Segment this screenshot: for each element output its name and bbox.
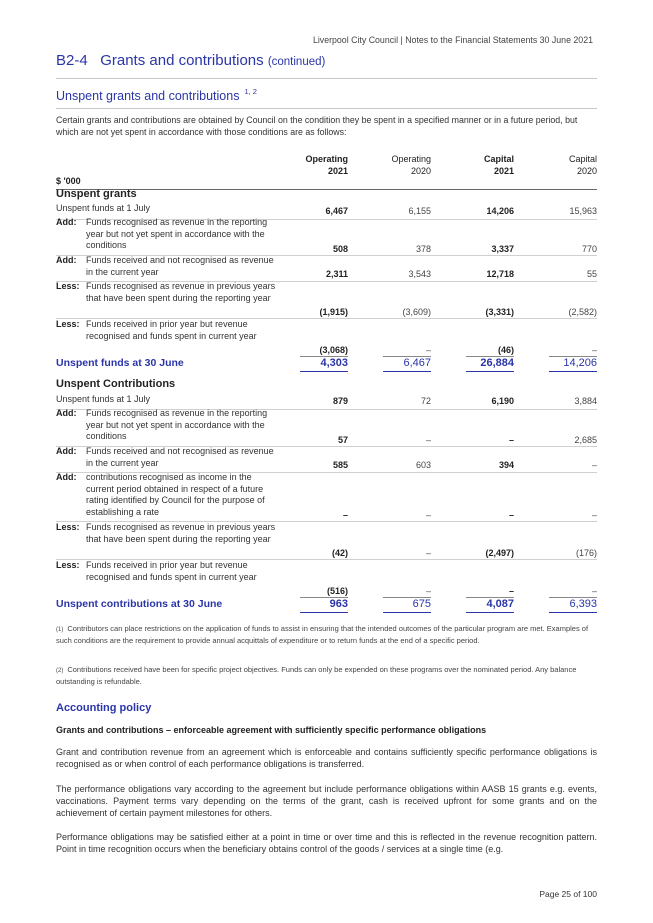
policy-subtitle: Grants and contributions – enforceable agreement with sufficiently specific performance obligations	[56, 725, 487, 735]
group-title-contributions: Unspent Contributions	[56, 378, 176, 390]
table-cell: –	[425, 510, 431, 520]
table-cell: –	[508, 435, 514, 445]
table-cell: 3,337	[491, 244, 514, 254]
total-line	[549, 612, 597, 613]
table-cell: –	[342, 510, 348, 520]
table-cell: 394	[498, 460, 514, 470]
table-cell: –	[591, 586, 597, 596]
table-cell: (42)	[331, 548, 348, 558]
subsection-title: Unspent grants and contributions $^{1, 2}$	[56, 87, 257, 103]
total-line	[300, 371, 348, 372]
total-line	[383, 612, 431, 613]
table-cell: 6,190	[491, 396, 514, 406]
table-cell: (3,068)	[319, 345, 348, 355]
table-cell: (1,915)	[319, 307, 348, 317]
col-header-cap-2021: Capital 2021	[483, 154, 514, 176]
col-header-cap-2020: Capital 2020	[568, 154, 597, 176]
table-row: Add: Funds recognised as revenue in the reporting year but not yet spent in accordance with the conditions	[56, 217, 268, 250]
table-row: Add: Funds received and not recognised as revenue in the current year	[56, 255, 274, 277]
table-cell: 55	[586, 269, 597, 279]
total-label-contributions: Unspent contributions at 30 June	[56, 598, 223, 610]
table-row: Unspent funds at 1 July	[56, 203, 151, 213]
section-code: B2-4	[56, 52, 88, 69]
total-line	[466, 371, 514, 372]
table-row: Less: Funds recognised as revenue in previous years that have been spent during the reporting year	[56, 522, 276, 544]
col-header-op-2021: Operating 2021	[305, 154, 348, 176]
intro-paragraph: Certain grants and contributions are obtained by Council on the condition they be spent in a specified manner or in a future period, but which are not yet spent in accordance with those conditions are as follows:	[56, 115, 578, 137]
total-line	[300, 612, 348, 613]
table-cell: –	[425, 435, 431, 445]
table-cell: –	[425, 548, 431, 558]
table-header-rule	[56, 189, 597, 190]
footnote-1: (1) Contributors can place restrictions on the application of funds to assist in ensuring that the intended outcomes of the particular program are met. Examples of such conditions are the requirement to provide annual acquittals of expenditure or to return funds at the end of a specific period.	[56, 624, 589, 645]
table-row: Less: Funds received in prior year but revenue recognised and funds spent in current year	[56, 560, 257, 582]
table-cell: (3,609)	[402, 307, 431, 317]
total-cell: 26,884	[480, 357, 514, 369]
table-cell: 72	[420, 396, 431, 406]
col-header-op-2020: Operating 2020	[391, 154, 431, 176]
table-cell: 6,155	[408, 206, 431, 216]
section-continued: (continued)	[267, 56, 326, 68]
total-line	[466, 612, 514, 613]
table-cell: 57	[337, 435, 348, 445]
table-row: Less: Funds received in prior year but revenue recognised and funds spent in current year	[56, 319, 257, 341]
table-cell: 3,884	[574, 396, 597, 406]
table-row: Add: Funds recognised as revenue in the reporting year but not yet spent in accordance with the conditions	[56, 408, 268, 441]
footnote-ref: 1, 2	[244, 87, 257, 96]
table-row: Add: contributions recognised as income in the current period obtained in respect of a future rating identified by Council for the purpose of establishing a rate	[56, 472, 265, 517]
section-name: Grants and contributions	[100, 52, 264, 69]
table-cell: (46)	[497, 345, 514, 355]
table-cell: –	[591, 345, 597, 355]
total-cell: 4,303	[320, 357, 348, 369]
table-cell: 879	[332, 396, 348, 406]
table-row: Unspent funds at 1 July	[56, 394, 151, 404]
table-cell: –	[508, 586, 514, 596]
table-cell: 15,963	[569, 206, 597, 216]
section-title	[56, 52, 325, 69]
table-cell: 585	[332, 460, 348, 470]
table-row: Less: Funds recognised as revenue in previous years that have been spent during the reporting year	[56, 281, 276, 303]
total-cell: 4,087	[486, 598, 514, 610]
divider	[56, 78, 597, 79]
table-cell: 603	[415, 460, 431, 470]
table-cell: 6,467	[325, 206, 348, 216]
group-title-grants: Unspent grants	[56, 188, 137, 200]
table-cell: –	[508, 510, 514, 520]
table-cell: (176)	[575, 548, 597, 558]
table-cell: 14,206	[486, 206, 514, 216]
table-cell: (3,331)	[485, 307, 514, 317]
total-cell: 6,393	[569, 598, 597, 610]
policy-paragraph: Grant and contribution revenue from an agreement which is enforceable and contains sufficiently specific performance obligations is recognised as or when control of each performance obligations is transferred.	[56, 747, 597, 769]
table-cell: 508	[332, 244, 348, 254]
table-cell: 2,685	[574, 435, 597, 445]
policy-paragraph: The performance obligations vary according to the agreement but include performance obligations within AASB 15 grants e.g. events, vaccinations. Payment terms vary depending on the terms of the grant, cash is received upfront for some grants and on the achievement of certain payment milestones for others.	[56, 784, 597, 818]
table-cell: 770	[581, 244, 597, 254]
page-number: Page 25 of 100	[539, 889, 597, 899]
table-cell: (2,497)	[485, 548, 514, 558]
footnote-2: (2) Contributions received have been for specific project objectives. Funds can only be expended on these programs over the nominated period. Any balance outstanding is refundable.	[56, 665, 577, 686]
table-cell: –	[425, 345, 431, 355]
table-cell: (2,582)	[568, 307, 597, 317]
total-cell: 14,206	[563, 357, 597, 369]
total-line	[549, 371, 597, 372]
table-cell: –	[425, 586, 431, 596]
table-cell: 12,718	[486, 269, 514, 279]
divider	[56, 108, 597, 109]
total-cell: 675	[412, 598, 431, 610]
table-cell: –	[591, 460, 597, 470]
table-cell: 3,543	[408, 269, 431, 279]
table-cell: (516)	[326, 586, 348, 596]
total-cell: 963	[329, 598, 348, 610]
page-header: Liverpool City Council | Notes to the Financial Statements 30 June 2021	[312, 35, 593, 45]
table-cell: 2,311	[325, 269, 348, 279]
total-cell: 6,467	[403, 357, 431, 369]
table-cell: 378	[415, 244, 431, 254]
unit-label: $ '000	[56, 176, 81, 186]
policy-paragraph: Performance obligations may be satisfied either at a point in time or over time and this is reflected in the revenue recognition pattern. Point in time recognition occurs when the beneficiary obtains control of the goods / services at a single time (e.g.	[56, 832, 597, 854]
total-line	[383, 371, 431, 372]
total-label-grants: Unspent funds at 30 June	[56, 357, 184, 369]
table-cell: –	[591, 510, 597, 520]
table-row: Add: Funds received and not recognised as revenue in the current year	[56, 446, 274, 468]
policy-title: Accounting policy	[56, 702, 152, 714]
